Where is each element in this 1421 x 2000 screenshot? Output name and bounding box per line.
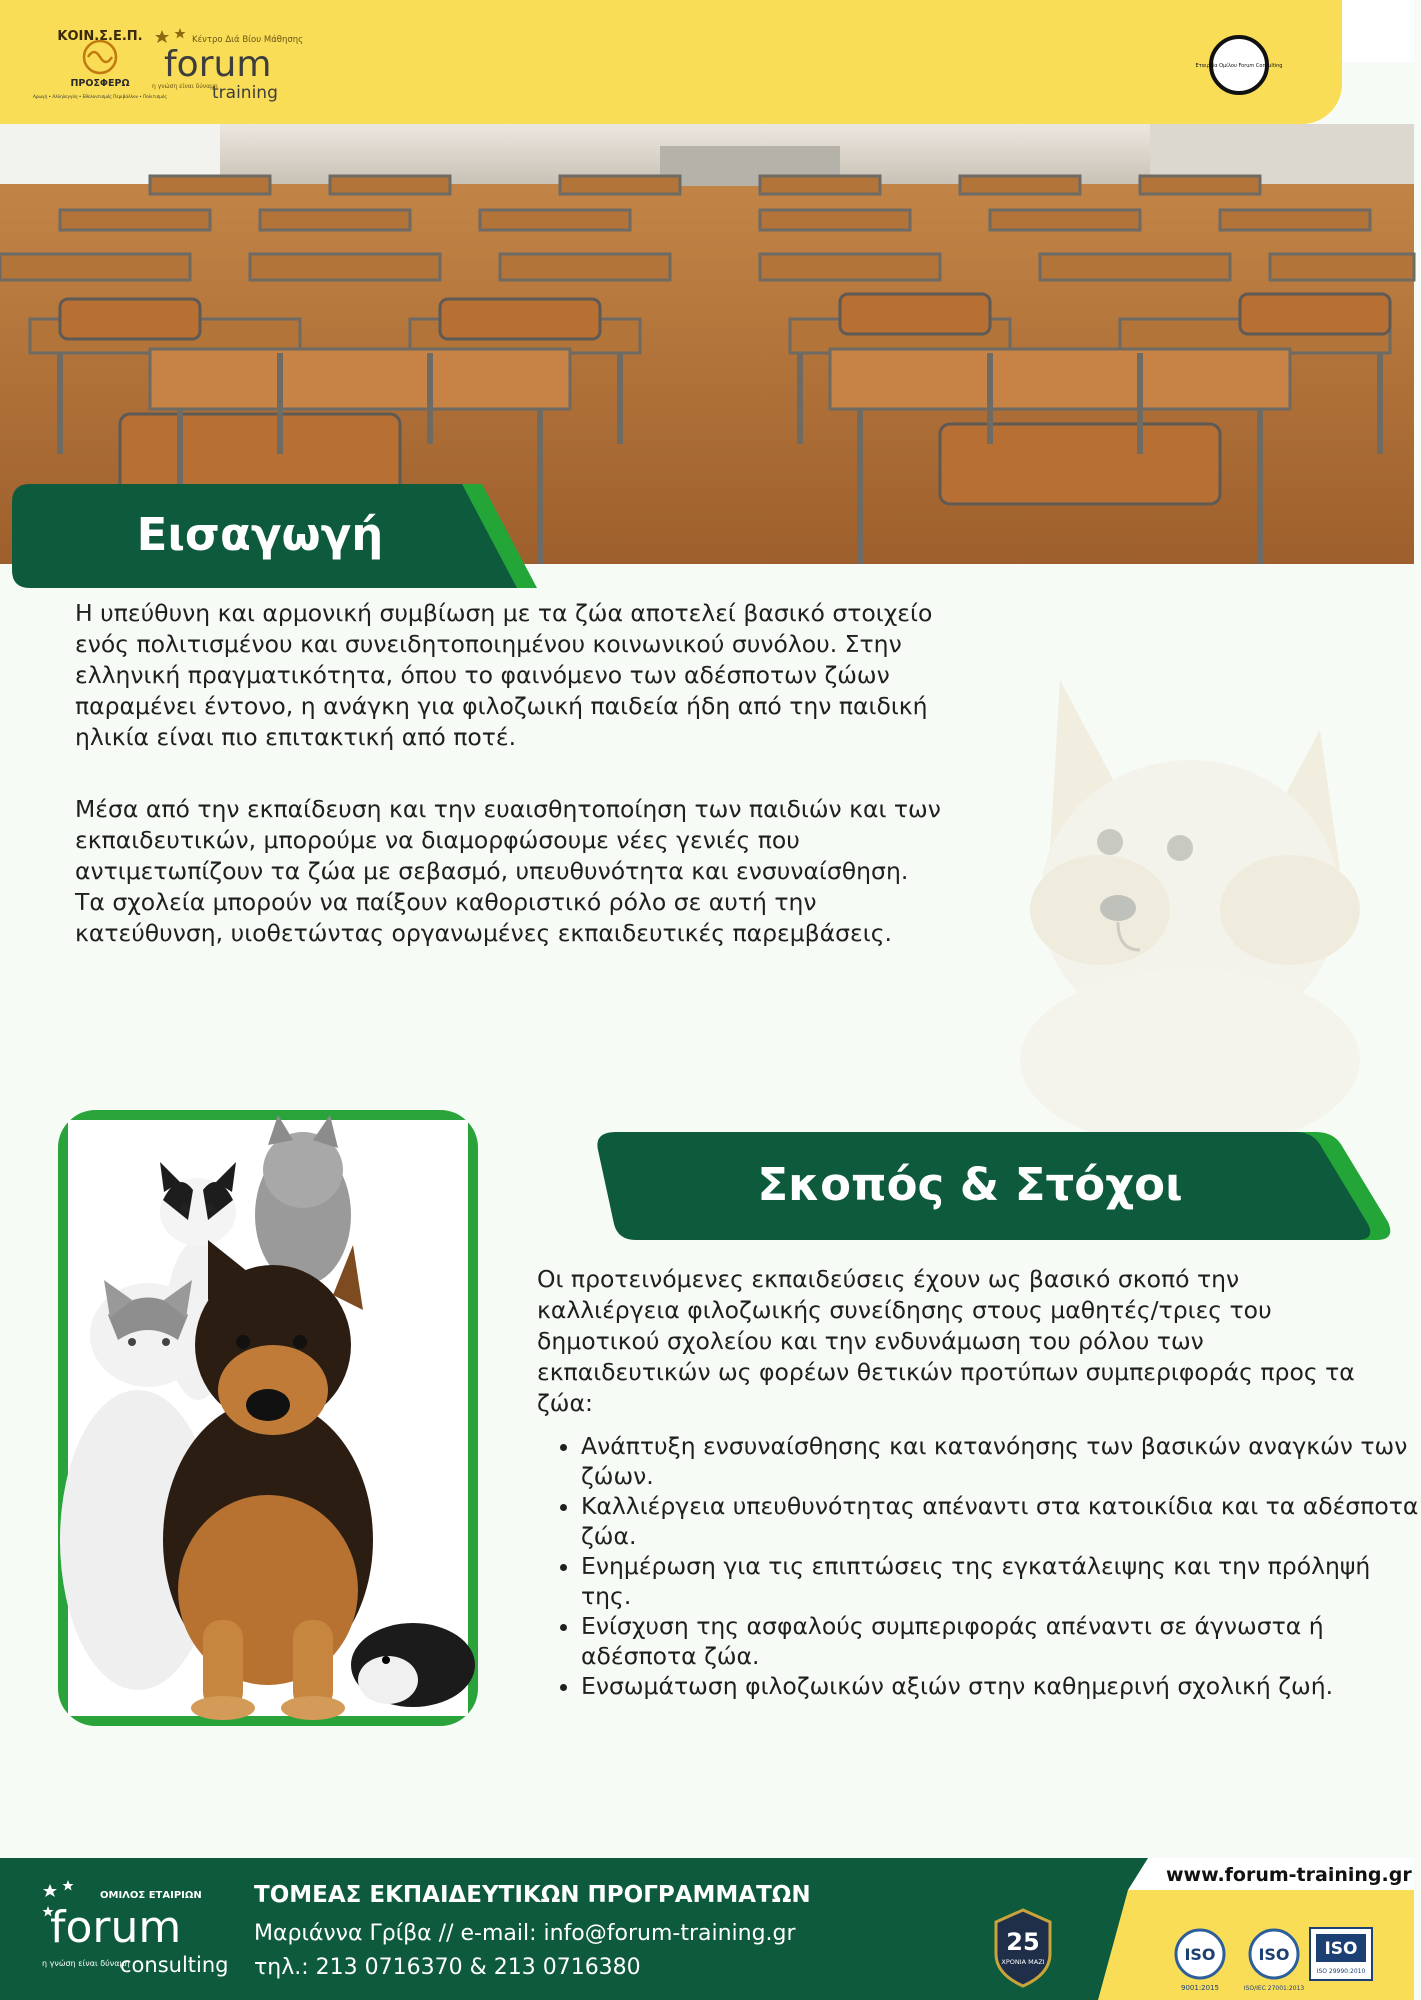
goals-intro-paragraph: Οι προτεινόμενες εκπαιδεύσεις έχουν ως βασικό σκοπό την καλλιέργεια φιλοζωικής συνείδησης στους μαθητές/τριες του δημοτικού σχολείου και την ενδυνάμωση του ρόλου των εκπαιδευτικών ως φορέων θετικών προτύπων συμπεριφοράς προς τα ζώα: xyxy=(537,1265,1355,1417)
goals-list-item: • Ενίσχυση της ασφαλούς συμπεριφοράς απέναντι σε άγνωστα ή αδέσποτα ζώα. xyxy=(581,1611,1421,1671)
goals-list-item: • Ενσωμάτωση φιλοζωικών αξιών στην καθημερινή σχολική ζωή. xyxy=(581,1671,1421,1701)
forum-consulting-logo[interactable] xyxy=(40,1876,240,1986)
anniversary-text: ΧΡΟΝΙΑ ΜΑΖΙ xyxy=(1001,1958,1045,1966)
footer-department: ΤΟΜΕΑΣ ΕΚΠΑΙΔΕΥΤΙΚΩΝ ΠΡΟΓΡΑΜΜΑΤΩΝ xyxy=(254,1882,811,1908)
footer-website-link[interactable]: www.forum-training.gr xyxy=(1166,1864,1412,1886)
forum-logo-slogan: η γνώση είναι δύναμη xyxy=(152,83,218,90)
goals-title: Σκοπός & Στόχοι xyxy=(757,1158,1183,1211)
goals-list-item: • Ανάπτυξη ενσυναίσθησης και κατανόησης των βασικών αναγκών των ζώων. xyxy=(581,1431,1421,1491)
goals-list xyxy=(537,1431,1421,1701)
goals-list-item: • Καλλιέργεια υπευθυνότητας απέναντι στα κατοικίδια και τα αδέσποτα ζώα. xyxy=(581,1491,1421,1551)
footer-logo-slogan: η γνώση είναι δύναμη xyxy=(42,1959,130,1968)
footer-logo-sub: consulting xyxy=(120,1953,229,1977)
faded-puppy-image xyxy=(990,660,1370,1130)
footer-phone: τηλ.: 213 0716370 & 213 0716380 xyxy=(254,1955,641,1980)
intro-paragraph-2: Μέσα από την εκπαίδευση και την ευαισθητοποίηση των παιδιών και των εκπαιδευτικών, μπορούμε να διαμορφώσουμε νέες γενιές που αντιμετωπίζουν τα ζώα με σεβασμό, υπευθυνότητα και ενσυναίσθηση. Τα σχολεία μπορούν να παίξουν καθοριστικό ρόλο σε αυτή την κατεύθυνση, υιοθετώντας οργανωμένες εκπαιδευτικές παρεμβάσεις. xyxy=(75,795,941,947)
footer-logo-word: forum xyxy=(50,1902,182,1953)
intro-paragraph-1: Η υπεύθυνη και αρμονική συμβίωση με τα ζώα αποτελεί βασικό στοιχείο ενός πολιτισμένου και συνειδητοποιημένου κοινωνικού συνόλου. Στην ελληνική πραγματικότητα, όπου το φαινόμενο των αδέσποτων ζώων παραμένει έντονο, η ανάγκη για φιλοζωική παιδεία ήδη από την παιδική ηλικία είναι πιο επιτακτική από ποτέ. xyxy=(75,599,933,751)
iso-badge-2-label: ISO xyxy=(1258,1945,1290,1964)
anniversary-number: 25 xyxy=(1006,1928,1040,1956)
koinsep-tagline: ΠΡΟΣΦΕΡΩ xyxy=(70,78,130,89)
iso-badge-1-label: ISO xyxy=(1184,1945,1216,1964)
footer-group-label: ΟΜΙΛΟΣ ΕΤΑΙΡΙΩΝ xyxy=(100,1890,202,1901)
forum-training-logo[interactable] xyxy=(152,26,302,104)
forum-consulting-badge[interactable] xyxy=(1195,34,1283,96)
pets-photo-frame xyxy=(58,1110,478,1726)
goals-list-item: • Ενημέρωση για τις επιπτώσεις της εγκατάλειψης και την πρόληψή της. xyxy=(581,1551,1421,1611)
footer-contact[interactable]: Μαριάννα Γρίβα // e-mail: info@forum-training.gr xyxy=(254,1921,796,1946)
koinsep-logo[interactable] xyxy=(33,14,167,106)
koinsep-logo-text: ΚΟΙΝ.Σ.Ε.Π. xyxy=(57,29,143,44)
forum-logo-word: forum xyxy=(164,44,272,85)
iso-badge-2-standard: ISO/IEC 27001:2013 xyxy=(1243,1985,1305,1992)
consulting-badge-text: Εταιρεία Ομίλου Forum Consulting xyxy=(1195,63,1283,69)
forum-logo-sub: training xyxy=(212,83,278,103)
iso-badge-3-standard: ISO 29990:2010 xyxy=(1316,1968,1366,1975)
koinsep-subtext: Αρωγή • Αλληλεγγύη • Εθελοντισμός Περιβάλλον • Πολιτισμός xyxy=(33,94,167,99)
iso-badge-1-standard: 9001:2015 xyxy=(1181,1984,1219,1992)
iso-badge-3-label: ISO xyxy=(1324,1939,1358,1959)
anniversary-badge xyxy=(988,1908,1058,1988)
forum-logo-small: Κέντρο Διά Βίου Μάθησης xyxy=(192,35,304,45)
header-bar xyxy=(0,0,1342,124)
pets-photo xyxy=(68,1120,468,1716)
intro-title: Εισαγωγή xyxy=(136,508,384,561)
